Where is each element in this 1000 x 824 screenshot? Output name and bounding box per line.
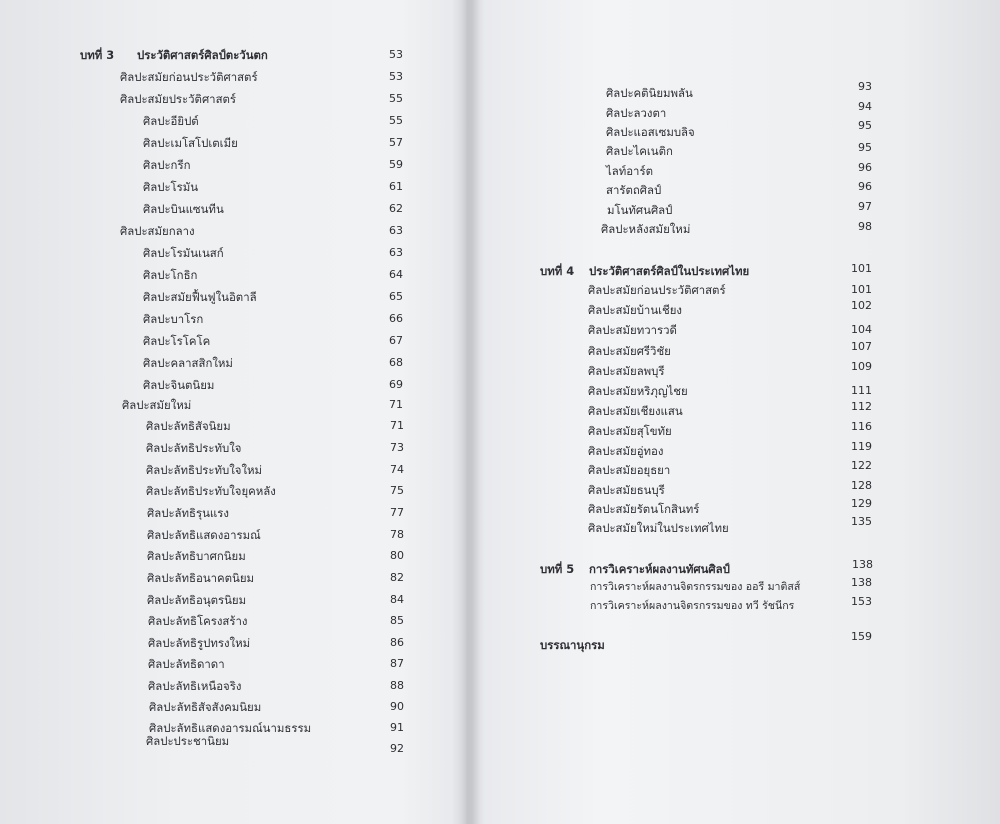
page-number: 138 (851, 576, 872, 589)
entry-title: ศิลปะสมัยรัตนโกสินทร์ (588, 502, 700, 516)
entry-title: ศิลปะโกธิก (143, 268, 198, 282)
page-number: 119 (851, 440, 872, 453)
page-number: 122 (851, 459, 872, 472)
page-number: 109 (851, 360, 872, 373)
page-number: 82 (390, 571, 404, 584)
entry-title: ศิลปะลัทธิประทับใจใหม่ (146, 463, 263, 477)
page-number: 90 (390, 700, 404, 713)
entry-title: ศิลปะลัทธิอนุตรนิยม (147, 593, 247, 607)
entry-title: ศิลปะลัทธิรูปทรงใหม่ (148, 636, 251, 650)
chapter-number: บทที่ 5 (540, 562, 575, 576)
entry-title: ศิลปะสมัยใหม่ในประเทศไทย (588, 521, 729, 535)
page-number: 80 (390, 549, 404, 562)
page-number: 63 (389, 224, 403, 237)
entry-title: ศิลปะลัทธิรุนแรง (147, 506, 229, 520)
entry-title: ศิลปะสมัยบ้านเชียง (588, 303, 682, 317)
entry-title: ศิลปะลัทธิแสดงอารมณ์นามธรรม (149, 721, 312, 735)
page-number: 69 (389, 378, 403, 391)
page-number: 71 (390, 419, 404, 432)
chapter-title: ประวัติศาสตร์ศิลป์ตะวันตก (137, 48, 268, 62)
page-number: 104 (851, 323, 872, 336)
page-number: 111 (851, 384, 872, 397)
entry-title: ศิลปะไคเนติก (606, 144, 673, 158)
page-number: 74 (390, 463, 404, 476)
page-number: 61 (389, 180, 403, 193)
chapter-number: บทที่ 3 (80, 48, 115, 62)
entry-title: ศิลปะสมัยสุโขทัย (588, 424, 672, 438)
page-number: 91 (390, 721, 404, 734)
page-number: 102 (851, 299, 872, 312)
page-number: 53 (389, 70, 403, 83)
entry-title: ศิลปะลัทธิอนาคตนิยม (147, 571, 255, 585)
entry-title: ศิลปะสมัยก่อนประวัติศาสตร์ (588, 283, 726, 297)
entry-title: ศิลปะลัทธิสัจนิยม (146, 419, 231, 433)
entry-title: ศิลปะสมัยลพบุรี (588, 364, 665, 378)
page-number: 92 (390, 742, 404, 755)
entry-title: ศิลปะลัทธิโครงสร้าง (148, 614, 248, 628)
entry-title: ศิลปะโรโคโค (143, 334, 211, 348)
page-number: 55 (389, 92, 403, 105)
entry-title: ศิลปะเมโสโปเตเมีย (143, 136, 238, 150)
page-number: 65 (389, 290, 403, 303)
page-number: 68 (389, 356, 403, 369)
entry-title: ศิลปะลัทธิสัจสังคมนิยม (149, 700, 262, 714)
entry-title: มโนทัศนศิลป์ (607, 203, 673, 217)
page-number: 96 (858, 161, 872, 174)
entry-title: ศิลปะหลังสมัยใหม่ (601, 222, 691, 236)
entry-title: ศิลปะสมัยใหม่ (122, 398, 192, 412)
page-number: 107 (851, 340, 872, 353)
page-number: 53 (389, 48, 403, 61)
page-number: 159 (851, 630, 872, 643)
entry-title: ศิลปะสมัยธนบุรี (588, 483, 665, 497)
left-page (0, 0, 460, 824)
page-number: 84 (390, 593, 404, 606)
page-number: 86 (390, 636, 404, 649)
entry-title: ศิลปะโรมันเนสก์ (143, 246, 224, 260)
entry-title: ศิลปะสมัยฟื้นฟูในอิตาลี (143, 290, 257, 304)
page-number: 64 (389, 268, 403, 281)
entry-title: ศิลปะคตินิยมพลัน (606, 86, 693, 100)
page-number: 85 (390, 614, 404, 627)
chapter-number: บทที่ 4 (540, 264, 575, 278)
page-number: 55 (389, 114, 403, 127)
page-number: 73 (390, 441, 404, 454)
page-number: 96 (858, 180, 872, 193)
page-number: 101 (851, 262, 872, 275)
entry-title: ไลท์อาร์ต (606, 164, 653, 178)
entry-title: ศิลปะประชานิยม (146, 734, 230, 748)
page-number: 98 (858, 220, 872, 233)
entry-title: ศิลปะแอสเซมบลิจ (606, 125, 695, 139)
entry-title: ศิลปะลัทธิประทับใจ (146, 441, 242, 455)
entry-title: ศิลปะจินตนิยม (143, 378, 215, 392)
entry-title: ศิลปะลัทธิบาศกนิยม (147, 549, 246, 563)
page-number: 94 (858, 100, 872, 113)
entry-title: ศิลปะสมัยอยุธยา (588, 463, 671, 477)
page-number: 95 (858, 119, 872, 132)
page-number: 153 (851, 595, 872, 608)
page-number: 57 (389, 136, 403, 149)
entry-title: ศิลปะลัทธิเหนือจริง (148, 679, 242, 693)
entry-title: ศิลปะสมัยกลาง (120, 224, 195, 238)
page-number: 66 (389, 312, 403, 325)
page-number: 112 (851, 400, 872, 413)
entry-title: ศิลปะอียิปต์ (143, 114, 199, 128)
entry-title: ศิลปะคลาสสิกใหม่ (143, 356, 233, 370)
entry-title: สารัตถศิลป์ (606, 183, 662, 197)
right-page (470, 0, 1000, 824)
entry-title: ศิลปะสมัยประวัติศาสตร์ (120, 92, 237, 106)
bibliography-title: บรรณานุกรม (540, 638, 605, 652)
page-number: 97 (858, 200, 872, 213)
entry-title: ศิลปะบินแซนทีน (143, 202, 224, 216)
page-number: 95 (858, 141, 872, 154)
entry-title: ศิลปะโรมัน (143, 180, 199, 194)
page-number: 77 (390, 506, 404, 519)
page-number: 75 (390, 484, 404, 497)
entry-title: การวิเคราะห์ผลงานจิตรกรรมของ ออรี มาติสส์ (590, 581, 801, 593)
entry-title: ศิลปะสมัยศรีวิชัย (588, 344, 671, 358)
chapter-title: การวิเคราะห์ผลงานทัศนศิลป์ (589, 562, 730, 576)
entry-title: ศิลปะสมัยทวารวดี (588, 323, 677, 337)
entry-title: ศิลปะสมัยก่อนประวัติศาสตร์ (120, 70, 258, 84)
entry-title: ศิลปะลัทธิแสดงอารมณ์ (147, 528, 261, 542)
entry-title: ศิลปะลัทธิประทับใจยุคหลัง (146, 484, 276, 498)
page-number: 62 (389, 202, 403, 215)
entry-title: ศิลปะบาโรก (143, 312, 204, 326)
entry-title: ศิลปะสมัยอู่ทอง (588, 444, 664, 458)
page-number: 116 (851, 420, 872, 433)
entry-title: ศิลปะกรีก (143, 158, 191, 172)
page-number: 67 (389, 334, 403, 347)
entry-title: ศิลปะสมัยเชียงแสน (588, 404, 683, 418)
entry-title: ศิลปะสมัยหริภุญไชย (588, 384, 688, 398)
page-number: 87 (390, 657, 404, 670)
page-number: 78 (390, 528, 404, 541)
page-number: 129 (851, 497, 872, 510)
page-number: 135 (851, 515, 872, 528)
entry-title: ศิลปะลวงตา (606, 106, 667, 120)
entry-title: ศิลปะลัทธิดาดา (148, 657, 225, 671)
page-number: 59 (389, 158, 403, 171)
page-number: 63 (389, 246, 403, 259)
page-number: 71 (389, 398, 403, 411)
page-number: 128 (851, 479, 872, 492)
page-number: 138 (852, 558, 873, 571)
page-number: 93 (858, 80, 872, 93)
page-number: 88 (390, 679, 404, 692)
chapter-title: ประวัติศาสตร์ศิลป์ในประเทศไทย (589, 264, 750, 278)
entry-title: การวิเคราะห์ผลงานจิตรกรรมของ ทวี รัชนีกร (590, 600, 795, 612)
page-number: 101 (851, 283, 872, 296)
